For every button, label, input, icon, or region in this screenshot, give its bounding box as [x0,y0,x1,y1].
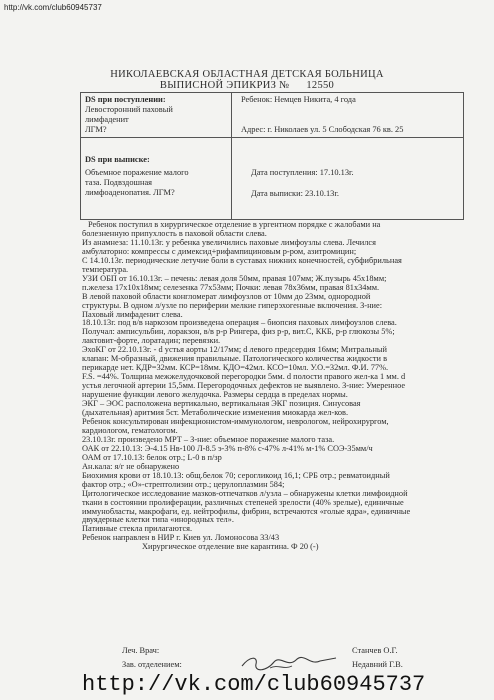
body-line: структуры. В одном л/узле по периферии мелкие гиперэхогенные включения. З-ние: [82,301,383,310]
ds-admission-line-1: Левосторонний паховый [85,105,173,114]
body-line: Получал: амписульбин, лоракзон, в/в р-р Рингера, физ р-р, вит.С, ККБ, р-р глюкозы 5%; [82,328,395,337]
epicrisis-label: ВЫПИСНОЙ ЭПИКРИЗ № [159,80,290,91]
handwritten-signature [240,652,340,674]
body-line: В левой паховой области конгломерат лимфоузлов от 10мм до 23мм, однородной [82,292,371,301]
body-line: (дыхательная) аритмия 5ст. Метаболические изменения миокарда жел-ков. [82,409,349,418]
body-line: перикарде нет. КДР=32мм. КСР=18мм. КДО=42мл. КСО=10мл. У.О.=32мл. Ф.И. 77%. [82,364,389,373]
body-line: УЗИ ОБП от 16.10.13г. – печень: левая доля 50мм, правая 107мм; Ж.пузырь 45х18мм; [82,274,387,283]
body-line: Ребенок консультирован инфекционистом-иммунологом, неврологом, нейрохирургом, [82,417,389,426]
table-divider-horizontal [81,137,463,138]
body-line: Ребенок направлен в НИР г. Киев ул. Ломоносова 33/43 [82,534,280,543]
watermark-top: http://vk.com/club60945737 [4,3,102,12]
body-line: ЭКГ – ЭОС расположена вертикально, вертикальная ЭКГ позиция. Синусовая [82,400,361,409]
body-line: 18.10.13г. под в/в наркозом произведена операция – биопсия паховых лимфоузлов слева. [82,319,397,328]
epicrisis-body [82,221,472,552]
body-line: лактовит-форте, лоратадин; перевязки. [82,337,221,346]
body-line: Из анамнеза: 11.10.13г. у ребенка увеличились паховые лимфоузлы слева. Лечился [82,238,376,247]
body-line: 23.10.13г. произведено МРТ – З-ние: объемное поражение малого таза. [82,435,335,444]
body-line: Пативные стекла прилагаются. [82,525,193,534]
body-line: С 14.10.13г. периодические летучие боли в суставах нижних конечностей, субфибрильная [82,256,402,265]
hospital-title: НИКОЛАЕВСКАЯ ОБЛАСТНАЯ ДЕТСКАЯ БОЛЬНИЦА [110,69,384,80]
body-line: п.железа 17х10х18мм; селезенка 77х53мм; Почки: левая 78х36мм, правая 81х34мм. [82,283,380,292]
head-label: Зав. отделением: [122,660,182,669]
body-line: иммунобласты, макрофаги, ед. нейтрофилы, фибрин, встречаются «голые ядра», единичные [82,507,411,516]
patient-name: Ребенок: Немцев Никита, 4 года [241,95,356,104]
ds-discharge-line-1: Объемное поражение малого [85,168,189,177]
body-line: Хирургическое отделение вне карантина. Ф 20 (-) [142,543,319,552]
body-line: ткани в состоянии пролиферации, различных степеней зрелости (40% зрелые), единичные [82,498,404,507]
body-line: ОАК от 22.10.13: Э-4.15 Нв-100 Л-8.5 э-3% п-8% с-47% л-41% м-1% СОЭ-35мм/ч [82,444,373,453]
table-divider-vertical [231,93,232,219]
body-line: ОАМ от 17.10.13: белок отр.; L-0 в п/зр [82,453,222,462]
body-line: F.S. =44%. Толщина межжелудочковой перегородки 5мм. d полости правого жел-ка 1 мм. d [82,373,406,382]
ds-discharge-line-2: таза. Подвздошная [85,178,153,187]
ds-admission-label: DS при поступлении: [85,95,166,104]
body-line: нарушение функции левого желудочка. Размеры сердца в пределах нормы. [82,391,348,400]
ds-discharge-line-3: лимфоаденопатия. ЛГМ? [85,188,175,197]
info-table [80,92,464,220]
doctor-name: Станчев О.Г. [352,646,398,655]
body-line: Биохимия крови от 18.10.13: общ.белок 70; серогликоид 16,1; СРБ отр.; ревматоидный [82,471,390,480]
body-line: фактор отр.; «О»-стрептолизин отр.; церулоплазмин 584; [82,480,285,489]
body-line: двуядерные клетки типа «инородных тел». [82,516,234,525]
body-line: Ребенок поступил в хирургическое отделение в ургентном порядке с жалобами на [88,221,381,229]
body-line: устья легочной артерии 15,5мм. Перегородочных дефектов не выявлено. З-ние: Умеренное [82,382,406,391]
epicrisis-number: 12550 [306,80,335,91]
head-name: Недавний Г.В. [352,660,403,669]
body-line: амбулаторно: компрессы с димексид+рифампициновым р-ром, азитромицин; [82,247,357,256]
doctor-label: Леч. Врач: [122,646,160,655]
discharge-date: Дата выписки: 23.10.13г. [251,189,339,198]
body-line: ЭхоКГ от 22.10.13г. - d устья аорты 12/17мм; d левого предсердия 16мм; Митральный [82,346,388,355]
body-line: Цитологическое исследование мазков-отпечатков л/узла – обнаружены клетки лимфоидной [82,489,408,498]
patient-address: Адрес: г. Николаев ул. 5 Слободская 76 кв. 25 [241,125,404,134]
document-title [0,80,494,91]
ds-discharge-label: DS при выписке: [85,155,150,164]
body-line: кардиологом, гематологом. [82,426,178,435]
body-line: Паховый лимфаденит слева. [82,310,183,319]
ds-admission-line-2: лимфаденит [85,115,129,124]
ds-admission-line-3: ЛГМ? [85,125,107,134]
body-line: температура. [82,265,129,274]
body-line: болезненную припухлость в паховой области слева. [82,229,267,238]
watermark-bottom: http://vk.com/club60945737 [82,672,426,697]
body-line: Ан.кала: я/г не обнаружено [82,462,180,471]
body-line: клапан: М-образный, движения правильные. Патологического количества жидкости в [82,355,388,364]
admission-date: Дата поступления: 17.10.13г. [251,168,354,177]
